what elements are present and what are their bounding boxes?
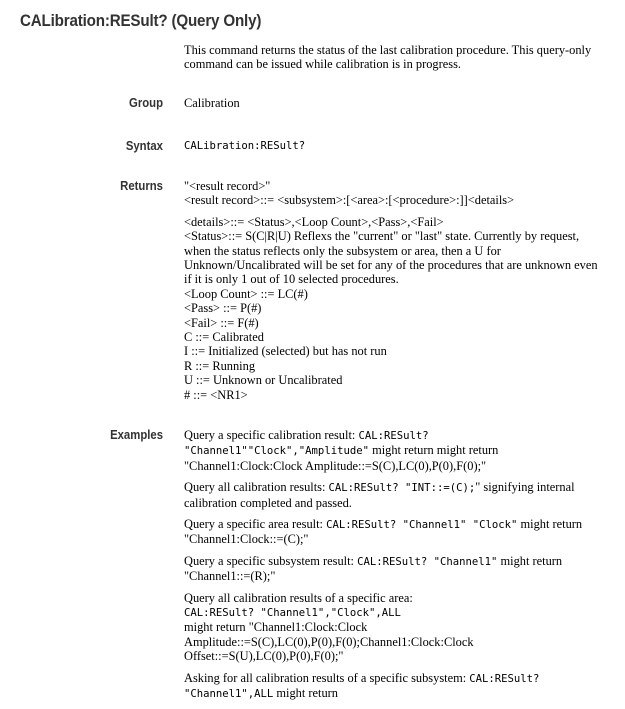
returns-line: <Fail> ::= F(#) (184, 315, 259, 330)
details-definition: <details>::= <Status>,<Loop Count>,<Pass>,<Fail> (184, 214, 444, 229)
returns-line: "<result record>" (184, 179, 271, 193)
example-code: CAL:RESult? "Channel1","Clock",ALL (184, 607, 401, 620)
example-text: Query a specific area result: (184, 517, 327, 532)
example-text: might return might return "Channel1:Clock:Clock Amplitude::=S(C),LC(0),P(0),F(0);" (184, 443, 499, 473)
returns-line: # ::= <NR1> (184, 387, 248, 402)
example-code: CAL:RESult? "INT::=(C); (328, 482, 476, 495)
syntax-label: Syntax (125, 139, 163, 153)
group-label: Group (128, 96, 163, 110)
example-text: might return "Channel1::=(R);" (184, 553, 563, 584)
example-item (184, 428, 599, 473)
example-code: CAL:RESult? "Channel1" "Clock" (326, 519, 518, 532)
example-item (184, 517, 599, 547)
example-text: might return (273, 686, 338, 701)
returns-line: U ::= Unknown or Uncalibrated (184, 373, 343, 388)
examples-content (184, 428, 599, 709)
example-item (184, 554, 599, 584)
example-text: " signifying internal calibration completed and passed. (184, 480, 575, 510)
syntax-value: CALibration:RESult? (184, 140, 306, 152)
example-text: Query all calibration results: (184, 480, 329, 495)
returns-line: R ::= Running (184, 358, 256, 373)
example-code: CAL:RESult? "Channel1""Clock","Amplitude" (184, 430, 429, 458)
example-text: might return "Channel1:Clock::=(C);" (184, 517, 583, 547)
example-item (184, 591, 599, 664)
returns-content (184, 179, 599, 402)
example-text: Query a specific calibration result: (184, 428, 359, 442)
example-code: CAL:RESult? "Channel1",ALL (184, 672, 540, 701)
example-item (184, 671, 599, 702)
returns-line: <Pass> ::= P(#) (184, 301, 262, 316)
examples-label: Examples (110, 428, 163, 442)
example-text: Asking for all calibration results of a specific subsystem: (184, 670, 470, 685)
returns-label: Returns (120, 179, 163, 193)
example-text: Query all calibration results of a specific area: (184, 590, 413, 605)
example-text: Query a specific subsystem result: (184, 553, 358, 568)
example-item (184, 480, 599, 510)
command-description: This command returns the status of the last calibration procedure. This query-only command can be issued while calibration is in progress. (184, 43, 592, 72)
status-definition: <Status>::= S(C|R|U) Reflexs the "current" or "last" state. Currently by request, when the status reflects only the subsystem or area, then a U for Unknown/Uncalibrated will be set for any of the procedures that are unknown even if it is only 1 out of 10 selected procedures. (184, 229, 598, 287)
group-value: Calibration (184, 96, 240, 110)
returns-line: C ::= Calibrated (184, 330, 264, 345)
returns-line: I ::= Initialized (selected) but has not run (184, 344, 387, 359)
example-code: CAL:RESult? "Channel1" (357, 555, 498, 568)
result-record-block (184, 179, 599, 208)
page-title: CALibration:RESult? (Query Only) (20, 12, 262, 30)
example-text: might return "Channel1:Clock:Clock Amplitude::=S(C),LC(0),P(0),F(0);Channel1:Clock:Clock Offset::=S(U),LC(0),P(0),F(0);" (184, 620, 474, 664)
returns-line: <Loop Count> ::= LC(#) (184, 286, 308, 301)
returns-line: <result record>::= <subsystem>:[<area>:[<procedure>:]]<details> (184, 193, 515, 208)
